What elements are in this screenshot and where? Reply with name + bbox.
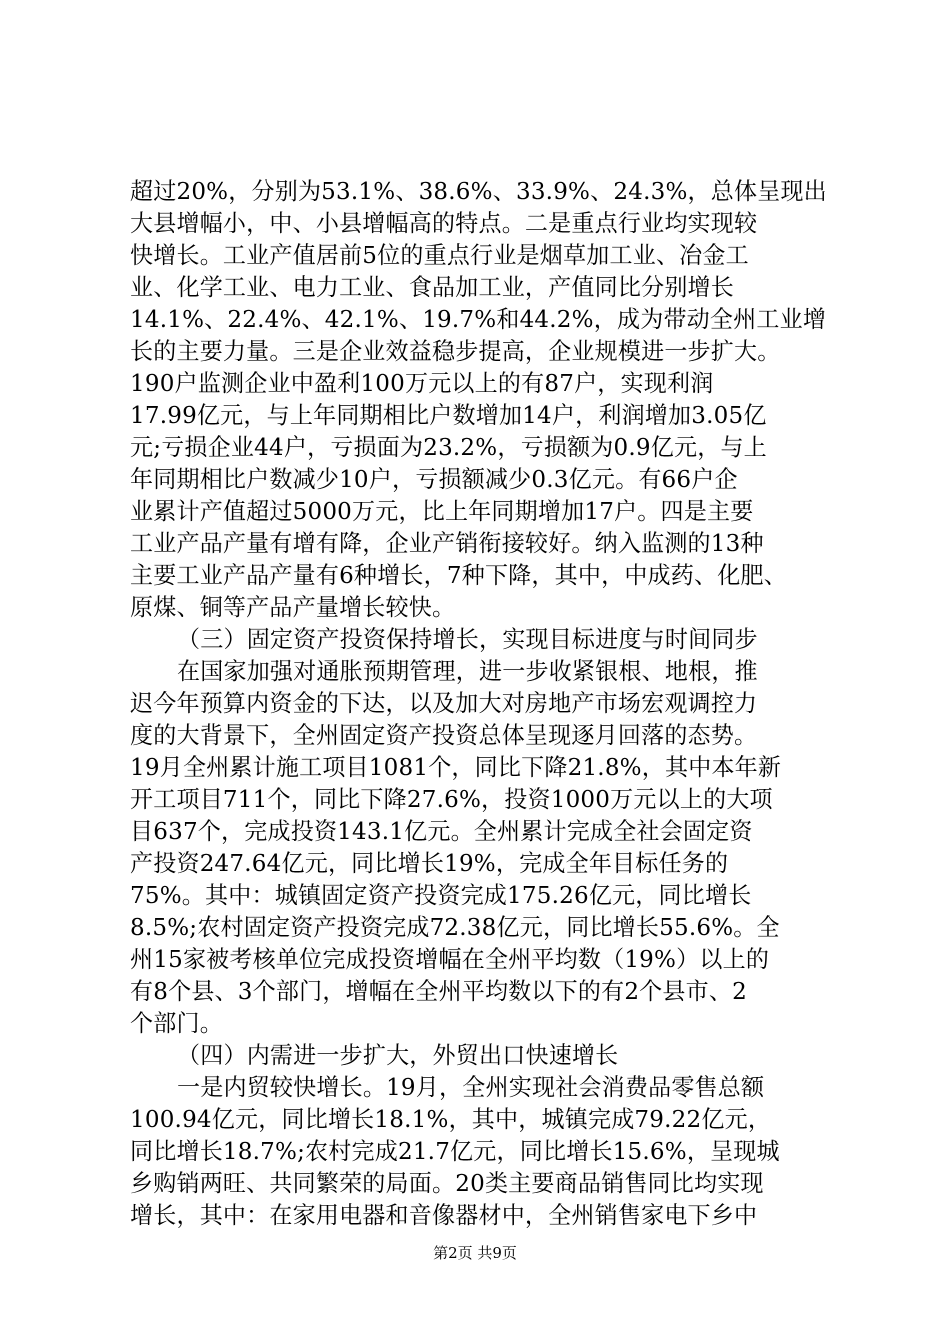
text-line: 主要工业产品产量有6种增长，7种下降，其中，中成药、化肥、	[130, 563, 787, 589]
text-line: 快增长。工业产值居前5位的重点行业是烟草加工业、冶金工	[130, 243, 749, 269]
text-line: 长的主要力量。三是企业效益稳步提高，企业规模进一步扩大。	[130, 339, 781, 365]
text-line: 原煤、铜等产品产量增长较快。	[130, 595, 456, 621]
text-line: 增长，其中：在家用电器和音像器材中，全州销售家电下乡中	[130, 1203, 758, 1229]
text-line: 在国家加强对通胀预期管理，进一步收紧银根、地根，推	[177, 659, 758, 685]
text-line: 产投资247.64亿元，同比增长19%，完成全年目标任务的	[130, 851, 729, 877]
section-heading: （四）内需进一步扩大，外贸出口快速增长	[177, 1043, 619, 1069]
text-line: 开工项目711个，同比下降27.6%，投资1000万元以上的大项	[130, 787, 773, 813]
text-line: 14.1%、22.4%、42.1%、19.7%和44.2%，成为带动全州工业增	[130, 307, 827, 333]
text-line: 业、化学工业、电力工业、食品加工业，产值同比分别增长	[130, 275, 735, 301]
text-line: 工业产品产量有增有降，企业产销衔接较好。纳入监测的13种	[130, 531, 764, 557]
text-line: 迟今年预算内资金的下达，以及加大对房地产市场宏观调控力	[130, 691, 758, 717]
text-line: 年同期相比户数减少10户，亏损额减少0.3亿元。有66户企	[130, 467, 738, 493]
text-line: 75%。其中：城镇固定资产投资完成175.26亿元，同比增长	[130, 883, 752, 909]
text-line: 业累计产值超过5000万元，比上年同期增加17户。四是主要	[130, 499, 754, 525]
text-line: 州15家被考核单位完成投资增幅在全州平均数（19%）以上的	[130, 947, 770, 973]
text-line: 17.99亿元，与上年同期相比户数增加14户，利润增加3.05亿	[130, 403, 767, 429]
text-line: 目637个，完成投资143.1亿元。全州累计完成全社会固定资	[130, 819, 753, 845]
text-line: 190户监测企业中盈利100万元以上的有87户，实现利润	[130, 371, 714, 397]
text-line: 100.94亿元，同比增长18.1%，其中，城镇完成79.22亿元，	[130, 1107, 772, 1133]
text-line: 超过20%，分别为53.1%、38.6%、33.9%、24.3%，总体呈现出	[130, 179, 827, 205]
text-line: 大县增幅小，中、小县增幅高的特点。二是重点行业均实现较	[130, 211, 758, 237]
text-line: 个部门。	[130, 1011, 223, 1037]
text-line: 同比增长18.7%;农村完成21.7亿元，同比增长15.6%，呈现城	[130, 1139, 780, 1165]
section-heading: （三）固定资产投资保持增长，实现目标进度与时间同步	[177, 627, 758, 653]
text-line: 元;亏损企业44户，亏损面为23.2%，亏损额为0.9亿元，与上	[130, 435, 767, 461]
text-line: 19月全州累计施工项目1081个，同比下降21.8%，其中本年新	[130, 755, 782, 781]
text-line: 度的大背景下，全州固定资产投资总体呈现逐月回落的态势。	[130, 723, 758, 749]
text-line: 有8个县、3个部门，增幅在全州平均数以下的有2个县市、2	[130, 979, 747, 1005]
page-footer: 第2页 共9页	[433, 1244, 517, 1262]
text-line: 乡购销两旺、共同繁荣的局面。20类主要商品销售同比均实现	[130, 1171, 764, 1197]
text-line: 一是内贸较快增长。19月，全州实现社会消费品零售总额	[177, 1075, 765, 1101]
text-line: 8.5%;农村固定资产投资完成72.38亿元，同比增长55.6%。全	[130, 915, 780, 941]
